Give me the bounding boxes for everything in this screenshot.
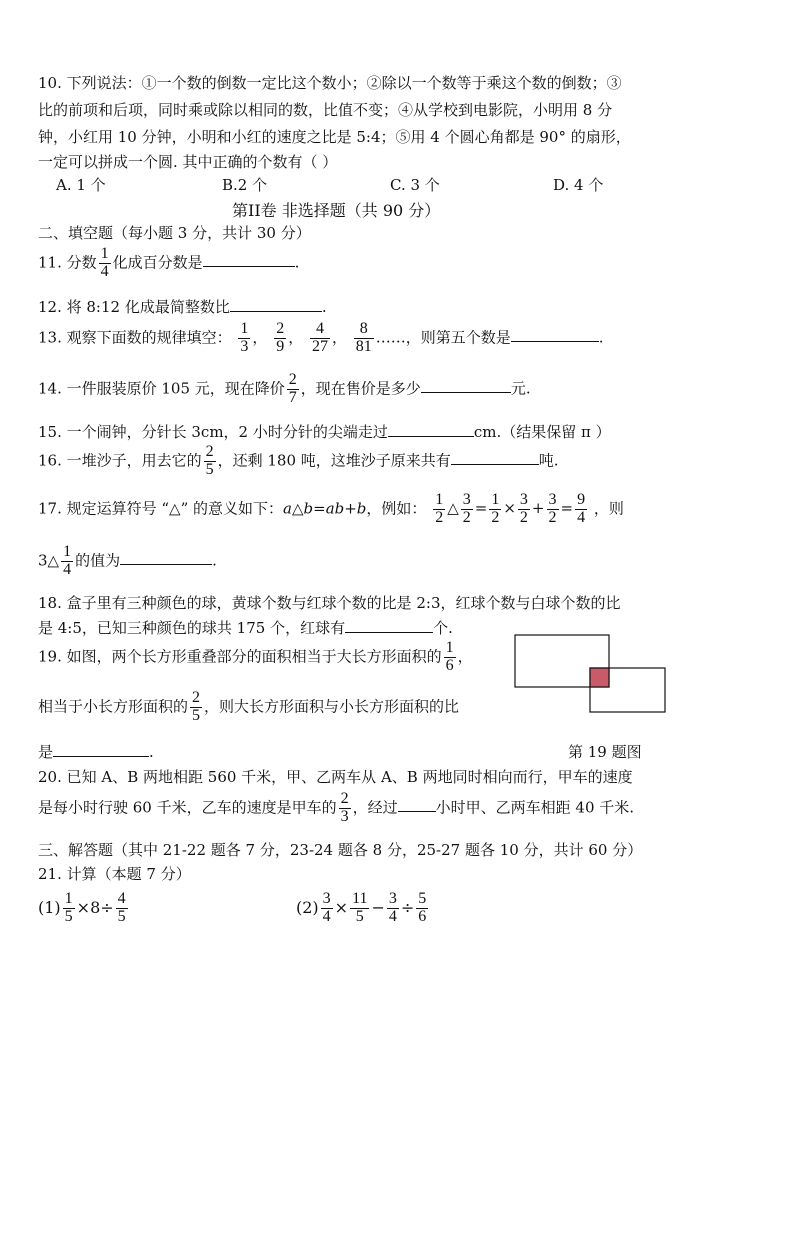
q13-answer-blank[interactable] — [511, 327, 599, 342]
q19-figure-caption: 第 19 题图 — [568, 743, 642, 761]
q17-l2-prefix: 3△ — [38, 551, 60, 570]
fill-in-header: 二、填空题（每小题 3 分，共计 30 分） — [38, 224, 311, 242]
q11 — [38, 246, 299, 281]
q13-fraction-1 — [238, 321, 250, 356]
q15-text: 15. 一个闹钟，分针长 3cm，2 小时分针的尖端走过 — [38, 423, 388, 441]
q11-end: . — [294, 253, 300, 272]
q11-fraction — [99, 246, 111, 281]
q20-fraction — [339, 791, 351, 826]
q14 — [38, 372, 531, 407]
q21-p2-n4: 5 — [418, 890, 427, 907]
q13-prefix: 13. 观察下面数的规律填空： — [38, 328, 232, 347]
q12-end: . — [321, 298, 327, 316]
q21-p2-n2: 11 — [352, 890, 368, 907]
q17-ex-n4: 3 — [519, 491, 528, 508]
q21-p2-frac-2 — [350, 891, 369, 926]
solve-header: 三、解答题（其中 21-22 题各 7 分，23-24 题各 8 分，25-27 题各 10 分，共计 60 分） — [38, 841, 643, 859]
q17-ex-d2: 2 — [462, 508, 471, 526]
q19-l2-end: ，则大长方形面积与小长方形面积的比 — [204, 697, 460, 716]
q13-f2-num: 2 — [276, 320, 285, 337]
q19-line-1 — [38, 640, 473, 675]
q18-answer-blank[interactable] — [345, 618, 433, 633]
q19-fraction-1 — [444, 640, 456, 675]
q17-line-1 — [38, 492, 624, 527]
q20-l2-text: 是每小时行驶 60 千米，乙车的速度是甲车的 — [38, 798, 337, 817]
q10-option-a[interactable]: A. 1 个 — [56, 176, 106, 194]
q18-end: 个. — [433, 619, 453, 637]
q13-f2-den: 9 — [276, 337, 285, 355]
q17-ex-d3: 2 — [491, 508, 500, 526]
q11-answer-blank[interactable] — [203, 252, 295, 267]
q21-p2-n3: 3 — [388, 890, 397, 907]
q20-numerator: 2 — [340, 790, 349, 807]
q19-answer-blank[interactable] — [53, 742, 149, 757]
q17-fraction — [61, 544, 73, 579]
q17-then: ，则 — [593, 499, 624, 518]
q20-line-2 — [38, 791, 634, 826]
q21-part-2 — [296, 891, 430, 926]
q14-end: 元. — [510, 379, 531, 398]
q14-denominator: 7 — [288, 388, 297, 406]
q16-denominator: 5 — [205, 460, 214, 478]
q17-l2-text: 的值为 — [75, 551, 121, 570]
q21-p2-op1: × — [334, 897, 349, 917]
q11-text: 化成百分数是 — [112, 253, 203, 272]
q16-numerator: 2 — [205, 443, 214, 460]
q17-example: $\frac{1}{2}$ △ $\frac{3}{2}$ = $\frac{1}{2}$ × $\frac{3}{2}$ + $\frac{3}{2}$ = $\frac{9}{4}$ — [435, 491, 586, 526]
q18-line-2 — [38, 617, 453, 638]
q17-ex-n2: 3 — [462, 491, 471, 508]
q21-p2-d4: 6 — [418, 907, 427, 925]
q16-text: ，还剩 180 吨，这堆沙子原来共有 — [217, 451, 451, 470]
q20-answer-blank[interactable] — [398, 797, 436, 812]
q13-f3-den: 27 — [311, 337, 328, 355]
q21-p2-d1: 4 — [322, 907, 331, 925]
q19-l2-text: 相当于小长方形面积的 — [38, 697, 189, 716]
q21-p1-d1: 5 — [64, 907, 73, 925]
q19-rectangles-figure — [512, 632, 672, 718]
q17-ex-n1: 1 — [435, 491, 444, 508]
q17-definition: a△b=ab+b — [283, 499, 367, 518]
q10-option-b[interactable]: B.2 个 — [222, 176, 268, 194]
q16-fraction — [204, 444, 216, 479]
q17-ex-n6: 9 — [577, 491, 586, 508]
q15-answer-blank[interactable] — [388, 422, 474, 437]
q17-line-2 — [38, 544, 217, 579]
q17-numerator: 1 — [63, 543, 72, 560]
q19-end: . — [149, 743, 154, 761]
q13-fraction-3 — [310, 321, 330, 356]
q18-l2-text: 是 4:5，已知三种颜色的球共 175 个，红球有 — [38, 619, 346, 637]
q10-option-c[interactable]: C. 3 个 — [390, 176, 440, 194]
q17-end: . — [212, 551, 217, 570]
q21-p2-label: (2) — [296, 897, 319, 917]
q13-fraction-2 — [274, 321, 286, 356]
q20-line-1: 20. 已知 A、B 两地相距 560 千米，甲、乙两车从 A、B 两地同时相向而行，甲车的速度 — [38, 768, 633, 786]
q21-p2-op3: ÷ — [400, 897, 415, 917]
q21-p2-frac-4 — [416, 891, 428, 926]
q10-line-4: 一定可以拼成一个圆. 其中正确的个数有（ ） — [38, 153, 338, 171]
q14-fraction — [287, 372, 299, 407]
q13-f4-num: 8 — [354, 321, 374, 339]
q17-ex-d5: 2 — [548, 508, 557, 526]
q17-ex-n5: 3 — [548, 491, 557, 508]
q20-l2-end: 小时甲、乙两车相距 40 千米. — [435, 798, 635, 817]
q14-text: ，现在售价是多少 — [300, 379, 421, 398]
q10-line-2: 比的前项和后项，同时乘或除以相同的数，比值不变；④从学校到电影院，小明用 8 分 — [38, 101, 613, 119]
q15-end: cm.（结果保留 π ） — [473, 423, 611, 441]
q19-f2-den: 5 — [192, 706, 201, 724]
q11-denominator: 4 — [100, 262, 109, 280]
q14-prefix: 14. 一件服装原价 105 元，现在降价 — [38, 379, 285, 398]
q14-numerator: 2 — [288, 371, 297, 388]
q12-answer-blank[interactable] — [230, 297, 322, 312]
q21-p1-frac-2 — [116, 891, 128, 926]
q17-ex-n3: 1 — [491, 491, 500, 508]
q19-l3-text: 是 — [38, 743, 54, 761]
q13-f4-den: 81 — [355, 337, 372, 355]
q13-end: . — [598, 328, 604, 347]
q19-l1-text: 19. 如图，两个长方形重叠部分的面积相当于大长方形面积的 — [38, 647, 442, 666]
q10-option-d[interactable]: D. 4 个 — [553, 176, 604, 194]
q19-l1-end: ， — [457, 647, 473, 666]
q11-prefix: 11. 分数 — [38, 253, 97, 272]
q17-example-label: ，例如： — [366, 499, 427, 518]
q19-f1-num: 1 — [445, 639, 454, 656]
q13-fraction-4 — [354, 321, 374, 356]
q21-p2-frac-1 — [321, 891, 333, 926]
q19-line-3 — [38, 741, 154, 762]
q21-p1-label: (1) — [38, 897, 61, 917]
q19-line-2 — [38, 690, 459, 725]
q17-answer-blank[interactable] — [120, 550, 212, 565]
q16-end: 吨. — [538, 451, 559, 470]
q20-denominator: 3 — [340, 807, 349, 825]
q13: 13. 观察下面数的规律填空： $\frac{1}{3}$ ， $\frac{2}{9}$ ， $\frac{4}{27}$ ， $\frac{8}{81}$ ……，则第五个数是 . — [38, 320, 604, 355]
q17-ex-d4: 2 — [519, 508, 528, 526]
q13-f1-num: 1 — [240, 320, 249, 337]
q12-text: 12. 将 8:12 化成最简整数比 — [38, 298, 230, 316]
q11-numerator: 1 — [100, 245, 109, 262]
q18-line-1: 18. 盒子里有三种颜色的球，黄球个数与红球个数的比是 2:3，红球个数与白球个数的比 — [38, 594, 621, 612]
q20-l2-mid: ，经过 — [352, 798, 398, 817]
q21-p2-d3: 4 — [388, 907, 397, 925]
q15 — [38, 421, 611, 442]
q19-f2-num: 2 — [192, 689, 201, 706]
q21-p1-n1: 1 — [64, 890, 73, 907]
q14-answer-blank[interactable] — [421, 378, 511, 393]
q17-ex-d6: 4 — [577, 508, 586, 526]
q13-text: ……，则第五个数是 — [375, 328, 511, 347]
q17-denominator: 4 — [63, 560, 72, 578]
q21-p2-op2: − — [371, 897, 385, 917]
q21-p1-frac-1 — [63, 891, 75, 926]
section-2-title: 第II卷 非选择题（共 90 分） — [232, 201, 441, 220]
q19-f1-den: 6 — [445, 656, 454, 674]
q10-line-3: 钟，小红用 10 分钟，小明和小红的速度之比是 5:4；⑤用 4 个圆心角都是 90° 的扇形， — [38, 128, 631, 146]
q21-part-1 — [38, 891, 130, 926]
q16-answer-blank[interactable] — [451, 450, 539, 465]
q16 — [38, 444, 559, 479]
q13-f3-num: 4 — [310, 321, 330, 339]
q10-line-1: 10. 下列说法：①一个数的倒数一定比这个数小；②除以一个数等于乘这个数的倒数；③ — [38, 74, 622, 92]
q19-fraction-2 — [190, 690, 202, 725]
q21-p1-n2: 4 — [117, 890, 126, 907]
q13-f1-den: 3 — [240, 337, 249, 355]
q12 — [38, 296, 327, 317]
q17-ex-d1: 2 — [435, 508, 444, 526]
q21-p1-ops: ×8÷ — [76, 897, 114, 917]
q21-p2-d2: 5 — [355, 907, 364, 925]
overlap-region — [590, 668, 609, 687]
q16-prefix: 16. 一堆沙子，用去它的 — [38, 451, 202, 470]
q17-prefix: 17. 规定运算符号 “△” 的意义如下： — [38, 499, 284, 518]
q21-p1-d2: 5 — [117, 907, 126, 925]
q21-title: 21. 计算（本题 7 分） — [38, 865, 191, 883]
q21-p2-n1: 3 — [322, 890, 331, 907]
q21-p2-frac-3 — [387, 891, 399, 926]
